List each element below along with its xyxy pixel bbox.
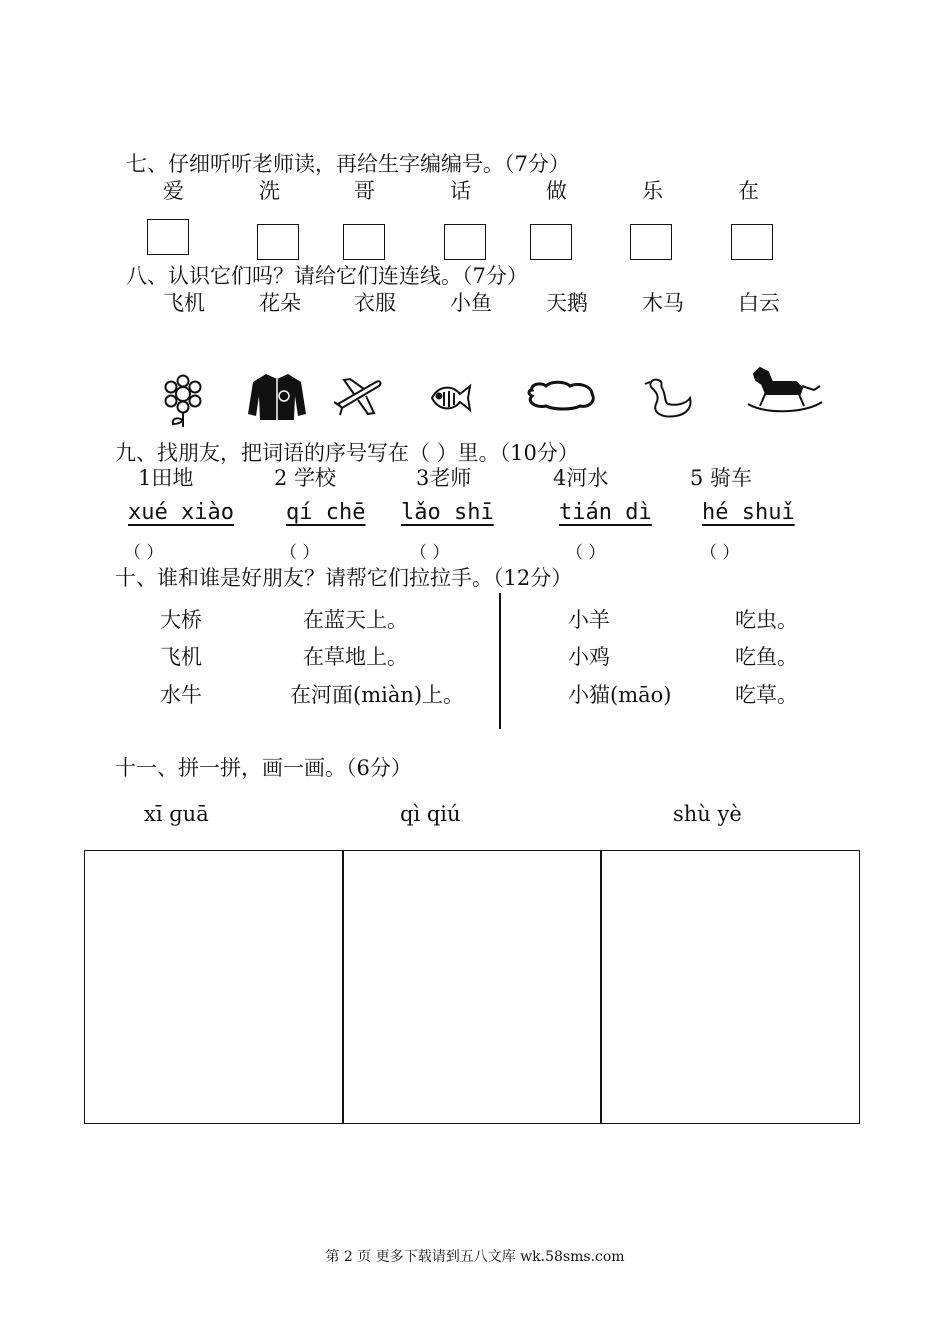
left-place: 在蓝天上。 bbox=[303, 608, 408, 632]
column-divider bbox=[499, 593, 501, 729]
answer-blank-3[interactable]: （ ） bbox=[410, 543, 450, 563]
answer-blank-5[interactable]: （ ） bbox=[700, 543, 740, 563]
section11-pinyin: xī ɡuā bbox=[144, 802, 209, 826]
drawing-box-1[interactable] bbox=[84, 850, 344, 1124]
section8-heading: 八、认识它们吗？请给它们连连线。（7分） bbox=[126, 264, 528, 288]
right-action: 吃虫。 bbox=[735, 608, 798, 632]
answer-blank-4[interactable]: （ ） bbox=[566, 543, 606, 563]
left-place: 在草地上。 bbox=[303, 645, 408, 669]
section7-char: 在 bbox=[738, 179, 759, 203]
section9-pinyin: hé shuǐ bbox=[702, 500, 795, 525]
section7-char: 爱 bbox=[163, 179, 184, 203]
section8-word: 小鱼 bbox=[450, 291, 492, 315]
drawing-box-3[interactable] bbox=[600, 850, 860, 1124]
swan-icon bbox=[644, 374, 694, 420]
section9-pinyin: xué xiào bbox=[128, 500, 234, 525]
flower-icon bbox=[160, 374, 206, 428]
section8-word: 花朵 bbox=[259, 291, 301, 315]
section11-pinyin: qì qiú bbox=[400, 802, 461, 826]
answer-box-3[interactable] bbox=[343, 224, 385, 260]
section9-word: 3老师 bbox=[416, 466, 472, 490]
right-subject: 小猫(māo) bbox=[568, 683, 672, 707]
section11-pinyin: shù yè bbox=[673, 802, 742, 826]
answer-box-2[interactable] bbox=[257, 224, 299, 260]
section7-char: 话 bbox=[450, 179, 471, 203]
answer-box-4[interactable] bbox=[444, 224, 486, 260]
section7-heading: 七、仔细听听老师读，再给生字编编号。（7分） bbox=[126, 152, 570, 176]
section8-word: 天鹅 bbox=[546, 291, 588, 315]
section9-word: 4河水 bbox=[553, 466, 609, 490]
right-action: 吃鱼。 bbox=[735, 645, 798, 669]
section8-word: 飞机 bbox=[163, 291, 205, 315]
answer-blank-2[interactable]: （ ） bbox=[280, 543, 320, 563]
page-footer: 第 2 页 更多下载请到五八文库 wk.58sms.com bbox=[325, 1249, 625, 1265]
right-subject: 小鸡 bbox=[568, 645, 610, 669]
section11-heading: 十一、拼一拼，画一画。（6分） bbox=[115, 756, 412, 780]
answer-box-7[interactable] bbox=[731, 224, 773, 260]
section8-word: 白云 bbox=[738, 291, 780, 315]
airplane-icon bbox=[332, 374, 384, 418]
section8-word: 木马 bbox=[642, 291, 684, 315]
left-subject: 飞机 bbox=[160, 645, 202, 669]
right-action: 吃草。 bbox=[735, 683, 798, 707]
answer-box-1[interactable] bbox=[147, 219, 189, 255]
answer-box-6[interactable] bbox=[630, 224, 672, 260]
section7-char: 哥 bbox=[354, 179, 375, 203]
jacket-icon bbox=[246, 370, 308, 422]
section7-char: 洗 bbox=[259, 179, 280, 203]
fish-icon bbox=[428, 380, 472, 416]
answer-blank-1[interactable]: （ ） bbox=[124, 543, 164, 563]
section7-char: 做 bbox=[546, 179, 567, 203]
section10-heading: 十、谁和谁是好朋友？请帮它们拉拉手。（12分） bbox=[115, 566, 573, 590]
section9-word: 2 学校 bbox=[274, 466, 337, 490]
right-subject: 小羊 bbox=[568, 608, 610, 632]
answer-box-5[interactable] bbox=[530, 224, 572, 260]
section9-pinyin: tián dì bbox=[559, 500, 652, 525]
left-place: 在河面(miàn)上。 bbox=[290, 683, 465, 707]
section9-heading: 九、找朋友，把词语的序号写在（ ）里。（10分） bbox=[115, 441, 579, 465]
section9-word: 5 骑车 bbox=[690, 466, 753, 490]
section9-pinyin: qí chē bbox=[286, 500, 366, 525]
section9-word: 1田地 bbox=[138, 466, 194, 490]
left-subject: 大桥 bbox=[160, 608, 202, 632]
section9-pinyin: lǎo shī bbox=[401, 500, 494, 525]
section8-word: 衣服 bbox=[354, 291, 396, 315]
cloud-icon bbox=[524, 378, 600, 412]
rocking-horse-icon bbox=[744, 364, 826, 416]
section7-char: 乐 bbox=[642, 179, 663, 203]
left-subject: 水牛 bbox=[160, 683, 202, 707]
drawing-box-2[interactable] bbox=[342, 850, 602, 1124]
